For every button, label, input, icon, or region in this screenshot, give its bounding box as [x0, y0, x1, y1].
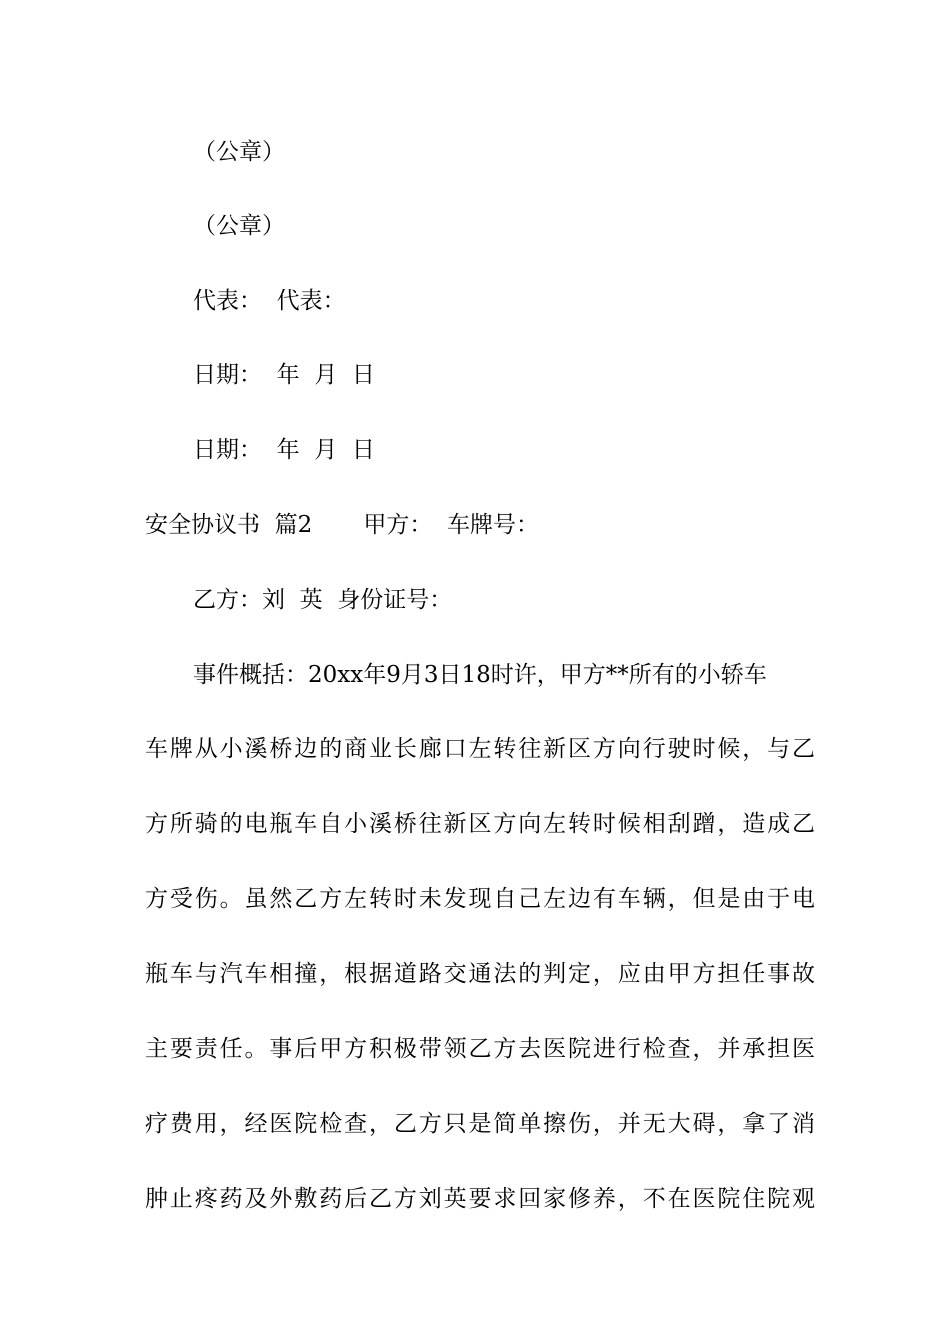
- paragraph-line: 疗费用，经医院检查，乙方只是简单擦伤，并无大碍，拿了消: [145, 1111, 815, 1137]
- paragraph-line: 车牌从小溪桥边的商业长廊口左转往新区方向行驶时候，与乙: [145, 736, 815, 762]
- representative-line: 代表： 代表：: [193, 288, 346, 314]
- date-line-2: 日期： 年 月 日: [193, 437, 375, 463]
- date-line-1: 日期： 年 月 日: [193, 362, 375, 388]
- paragraph-line: 肿止疼药及外敷药后乙方刘英要求回家修养，不在医院住院观: [145, 1186, 815, 1212]
- agreement-heading-line: 安全协议书 篇2 甲方： 车牌号：: [145, 512, 540, 538]
- paragraph-line: 瓶车与汽车相撞，根据道路交通法的判定，应由甲方担任事故: [145, 961, 815, 987]
- seal-line-2: （公章）: [193, 213, 285, 239]
- paragraph-line: 方受伤。虽然乙方左转时未发现自己左边有车辆，但是由于电: [145, 886, 815, 912]
- event-summary-line: 事件概括：20xx年9月3日18时许，甲方**所有的小轿车: [193, 662, 767, 688]
- paragraph-line: 方所骑的电瓶车自小溪桥往新区方向左转时候相刮蹭，造成乙: [145, 811, 815, 837]
- seal-line-1: （公章）: [193, 139, 285, 165]
- party-b-line: 乙方：刘 英 身份证号：: [193, 587, 453, 613]
- paragraph-line: 主要责任。事后甲方积极带领乙方去医院进行检查，并承担医: [145, 1036, 815, 1062]
